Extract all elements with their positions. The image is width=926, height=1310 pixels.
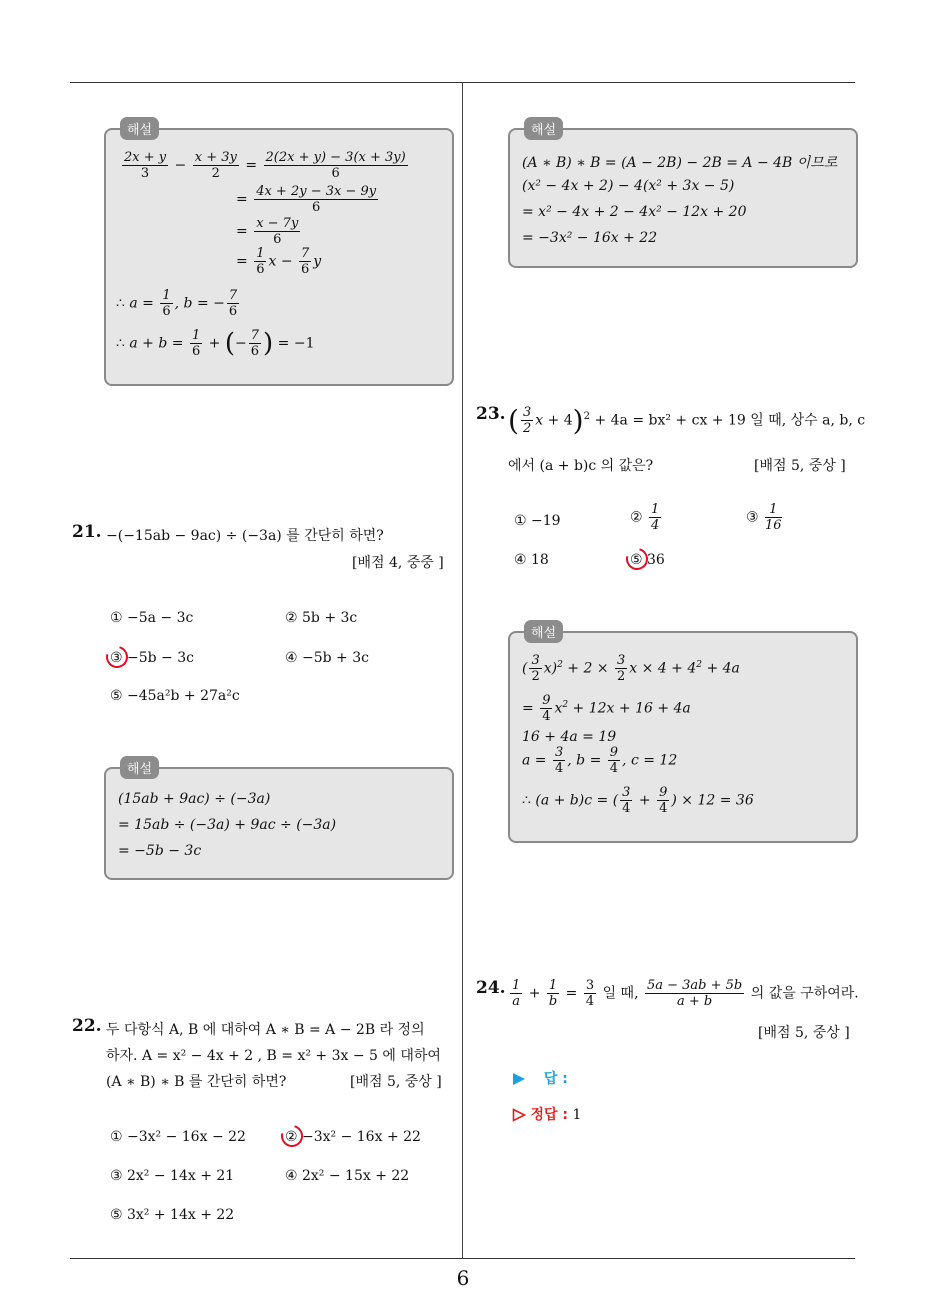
sol20-line2: = $\frac{4x + 2y - 3x - 9y}{6}$ — [236, 184, 377, 215]
correct-answer-label: 정답 : — [530, 1107, 568, 1123]
choice-22-5[interactable]: ⑤ 3x² + 14x + 22 — [110, 1207, 235, 1223]
solution-box-22 — [508, 123, 858, 268]
sol22-line2: (x² − 4x + 2) − 4(x² + 3x − 5) — [522, 178, 735, 194]
choice-23-2[interactable]: ② $\frac{1}{4}$ — [630, 502, 660, 533]
selected-mark-23 — [622, 544, 652, 574]
choice-21-4[interactable]: ④ −5b + 3c — [285, 650, 369, 666]
question-meta-23: [배점 5, 중상 ] — [754, 458, 846, 474]
question-text-24-tail: 일 때, — [602, 985, 639, 1002]
question-meta-24: [배점 5, 중상 ] — [758, 1025, 850, 1041]
sol20-line5: ∴ a = $\frac{1}{6}$ , b = − $\frac{7}{6}$ — [116, 288, 238, 319]
sol21-line3: = −5b − 3c — [118, 843, 202, 859]
choice-23-1[interactable]: ① −19 — [514, 513, 561, 529]
sol20-line4: = $\frac{1}{6}$ x − $\frac{7}{6}$ y — [236, 246, 322, 277]
question-text-23-line2: 에서 (a + b)c 의 값은? — [508, 458, 654, 474]
choice-21-1[interactable]: ① −5a − 3c — [110, 610, 194, 626]
choice-23-2-label: ② — [630, 509, 643, 526]
sol23-line1: ( $\frac{3}{2}$ x)$^2$ + 2 × $\frac{3}{2}$ $x \times 4 + 4^2 + 4a$ — [522, 653, 740, 684]
question-text-22-line1: 두 다항식 A, B 에 대하여 A ∗ B = A − 2B 라 정의 — [106, 1022, 425, 1038]
question-text-23-tail: + 4a = bx² + cx + 19 일 때, 상수 a, b, c — [594, 412, 866, 429]
sol20-line1: $\frac{2x + y}{3}$ − $\frac{x + 3y}{2}$ = $\frac{2(2x + y) - 3(x + 3y)}{6}$ — [124, 150, 406, 181]
solution-tag: 해설 — [524, 620, 563, 643]
page-number: 6 — [456, 1266, 470, 1290]
solution-tag: 해설 — [524, 117, 563, 140]
question-text-22-line2: 하자. A = x² − 4x + 2 , B = x² + 3x − 5 에 대하여 — [106, 1048, 441, 1064]
sol20-line6: ∴ a + b = $\frac{1}{6}$ + (− $\frac{7}{6}$ ) = −1 — [116, 328, 315, 359]
choice-23-5[interactable]: ⑤ 36 — [630, 552, 665, 568]
selected-mark-22 — [277, 1121, 307, 1151]
choice-22-1[interactable]: ① −3x² − 16x − 22 — [110, 1129, 246, 1145]
correct-answer-row — [512, 1104, 581, 1124]
sol21-line2: = 15ab ÷ (−3a) + 9ac ÷ (−3a) — [118, 817, 337, 833]
question-meta-21: [배점 4, 중중 ] — [352, 555, 444, 571]
sol23-line2: = $\frac{9}{4}$ $x^2 + 12x + 16 + 4a$ — [522, 693, 691, 724]
correct-answer-value: 1 — [572, 1107, 582, 1123]
question-text-23-line1: ( $\frac{3}{2}$ x + 4)$^2$ + 4a = bx² + cx + 19 일 때, 상수 a, b, c — [508, 404, 866, 437]
choice-23-3-label: ③ — [746, 509, 759, 526]
choice-22-4[interactable]: ④ 2x² − 15x + 22 — [285, 1168, 410, 1184]
question-number-23: 23. — [476, 404, 506, 424]
selected-mark-21 — [102, 642, 132, 672]
bottom-rule — [70, 1258, 855, 1259]
solution-box-23 — [508, 626, 858, 843]
solution-tag: 해설 — [120, 756, 159, 779]
question-text-24-end: 의 값을 구하여라. — [750, 985, 859, 1002]
sol22-line3: = x² − 4x + 2 − 4x² − 12x + 20 — [522, 204, 747, 220]
question-number-21: 21. — [72, 522, 102, 542]
sol21-line1: (15ab + 9ac) ÷ (−3a) — [118, 791, 271, 807]
choice-22-3[interactable]: ③ 2x² − 14x + 21 — [110, 1168, 235, 1184]
question-text-22-line3: (A ∗ B) ∗ B 를 간단히 하면? — [106, 1074, 287, 1090]
choice-23-3[interactable]: ③ $\frac{1}{16}$ — [746, 502, 782, 533]
choice-21-5[interactable]: ⑤ −45a²b + 27a²c — [110, 688, 240, 704]
question-text-21: −(−15ab − 9ac) ÷ (−3a) 를 간단히 하면? — [106, 528, 384, 544]
sol20-line3: = $\frac{x - 7y}{6}$ — [236, 216, 299, 247]
choice-23-4[interactable]: ④ 18 — [514, 552, 549, 568]
question-meta-22: [배점 5, 중상 ] — [350, 1074, 442, 1090]
question-number-24: 24. — [476, 978, 506, 998]
choice-21-2[interactable]: ② 5b + 3c — [285, 610, 358, 626]
sol23-line4: a = $\frac{3}{4}$ , b = $\frac{9}{4}$ , c = 12 — [522, 745, 678, 776]
question-number-22: 22. — [72, 1016, 102, 1036]
solution-box-20 — [104, 123, 454, 386]
column-divider — [462, 83, 463, 1259]
question-text-24: $\frac{1}{a}$ + $\frac{1}{b}$ = $\frac{3}{4}$ 일 때, $\frac{5a - 3ab + 5b}{a + b}$ 의 값을 구하여라. — [512, 978, 859, 1009]
solution-box-21 — [104, 762, 454, 880]
sol23-line5: ∴ (a + b)c = ( $\frac{3}{4}$ + $\frac{9}{4}$ ) × 12 = 36 — [522, 785, 754, 816]
play-triangle-icon — [512, 1072, 526, 1086]
choice-21-3[interactable]: ③ −5b − 3c — [110, 650, 194, 666]
answer-label: 답 : — [543, 1071, 568, 1087]
choice-22-2[interactable]: ② −3x² − 16x + 22 — [285, 1129, 421, 1145]
sol22-line4: = −3x² − 16x + 22 — [522, 230, 658, 246]
sol22-line1: (A ∗ B) ∗ B = (A − 2B) − 2B = A − 4B 이므로 — [522, 155, 838, 171]
outline-triangle-icon — [512, 1108, 526, 1122]
answer-row — [512, 1068, 568, 1088]
solution-tag: 해설 — [120, 117, 159, 140]
sol23-line3: 16 + 4a = 19 — [522, 729, 617, 745]
